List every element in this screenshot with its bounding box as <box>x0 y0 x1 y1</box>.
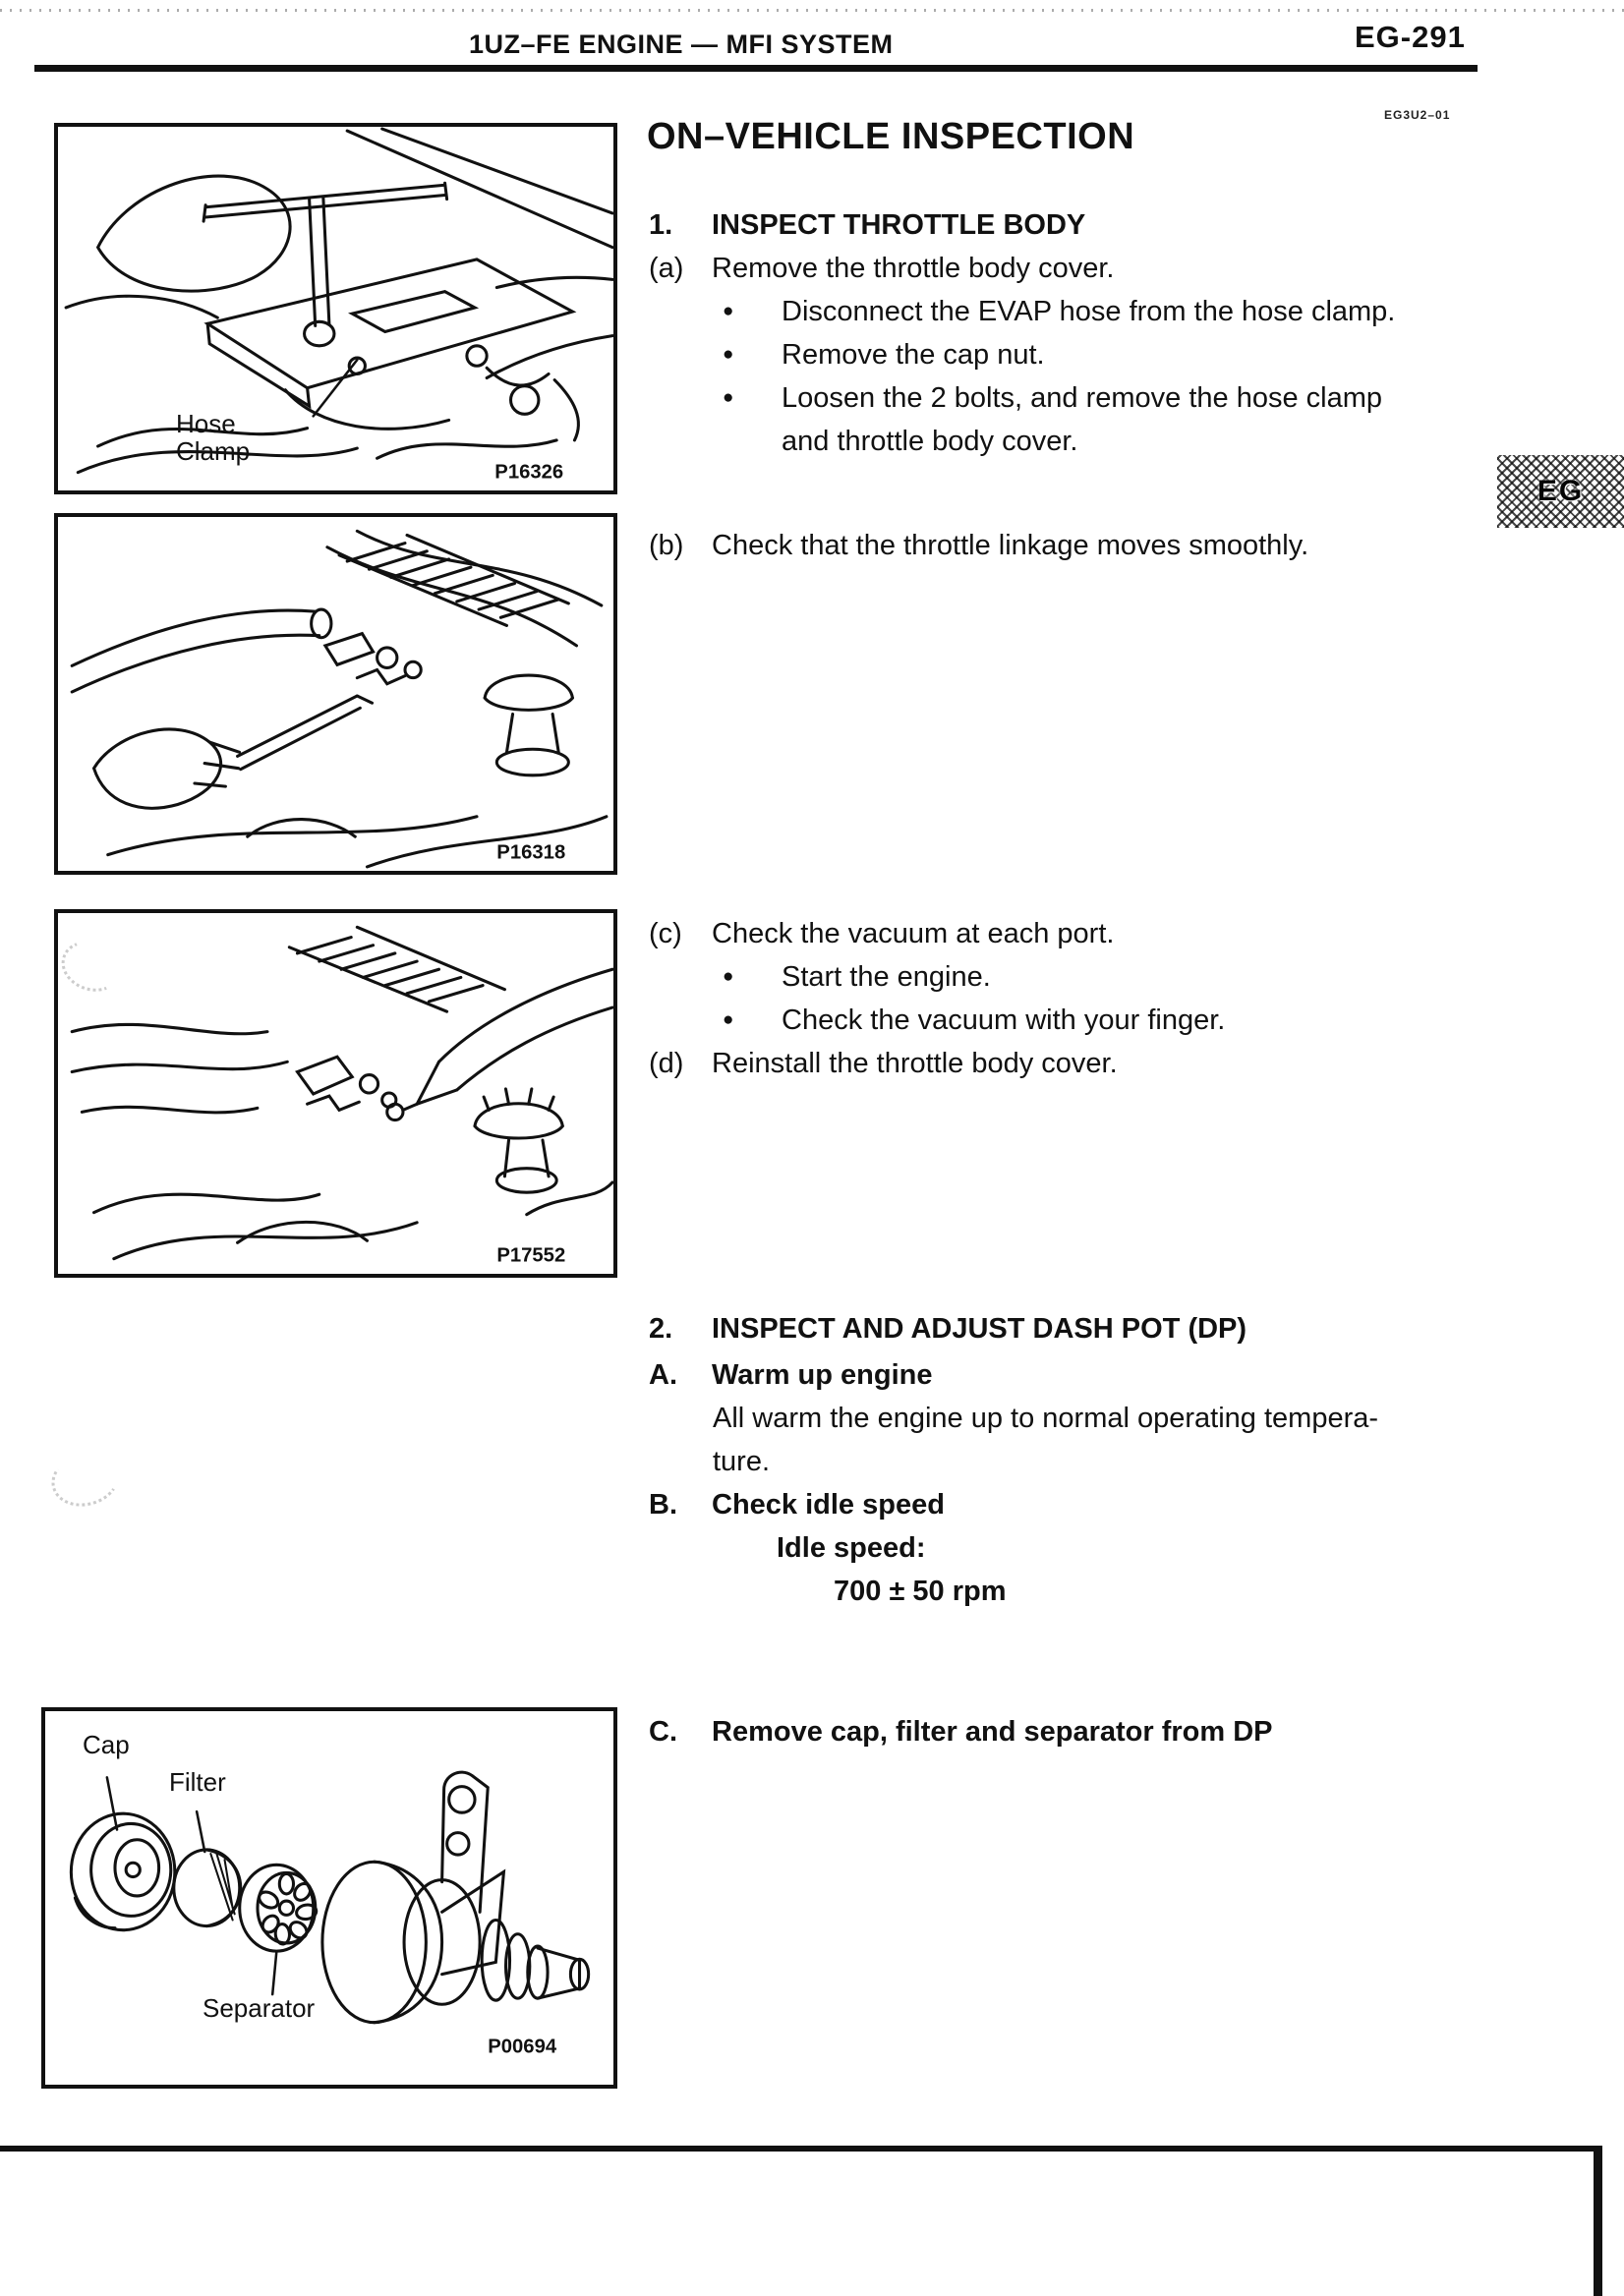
figure-dashpot-exploded <box>41 1707 617 2089</box>
section-title: ON–VEHICLE INSPECTION <box>647 116 1135 157</box>
step1d-row <box>649 1042 1118 1085</box>
bullet-row <box>723 290 1395 333</box>
figure-label-filter: Filter <box>169 1767 226 1797</box>
figure-label-cap: Cap <box>83 1730 130 1759</box>
step2b-row <box>649 1483 945 1526</box>
bullet-icon: ● <box>723 1009 734 1030</box>
step2c-label: C. <box>649 1716 677 1748</box>
scan-artifact <box>45 1445 126 1514</box>
figure-code-text: P17552 <box>496 1244 566 1267</box>
step2-heading: INSPECT AND ADJUST DASH POT (DP) <box>712 1313 1247 1345</box>
figure-label-separator: Separator <box>203 1993 316 2023</box>
step1d-text: Reinstall the throttle body cover. <box>712 1048 1118 1079</box>
bullet-icon: ● <box>723 344 734 365</box>
figure-code-text: P16318 <box>496 841 566 864</box>
engine-illustration-3 <box>58 913 613 1274</box>
bullet-text: Start the engine. <box>782 961 991 993</box>
idle-speed-spec-label: Idle speed: <box>777 1532 926 1564</box>
step1-heading-row <box>649 203 1085 247</box>
bullet-text-line1: Loosen the 2 bolts, and remove the hose clamp <box>782 382 1382 414</box>
step2a-label: A. <box>649 1359 677 1391</box>
idle-speed-spec-value: 700 ± 50 rpm <box>834 1576 1007 1607</box>
bottom-rule <box>0 2146 1602 2152</box>
step2c-heading: Remove cap, filter and separator from DP <box>712 1716 1273 1748</box>
step1a-label: (a) <box>649 253 684 284</box>
figure-throttle-body-cover <box>54 123 617 494</box>
scan-artifact-top <box>0 9 1624 12</box>
step1-number: 1. <box>649 209 673 241</box>
figure-code-text: P00694 <box>488 2036 557 2058</box>
bullet-row <box>723 376 1382 463</box>
figure-throttle-linkage <box>54 513 617 875</box>
figure-code-text: P16326 <box>494 461 564 484</box>
step1a-row <box>649 247 1114 290</box>
engine-illustration-2 <box>58 517 613 871</box>
step2a-heading: Warm up engine <box>712 1359 933 1391</box>
step2-heading-row <box>649 1307 1247 1350</box>
doc-code: EG3U2–01 <box>1384 108 1451 122</box>
bullet-text: Remove the cap nut. <box>782 339 1045 371</box>
bullet-text-line2: and throttle body cover. <box>782 426 1078 457</box>
step1d-label: (d) <box>649 1048 684 1079</box>
figure-label-hose-clamp: Hose Clamp <box>176 409 251 466</box>
bottom-right-vertical-rule <box>1594 2146 1602 2296</box>
step1a-text: Remove the throttle body cover. <box>712 253 1115 284</box>
engine-illustration-1 <box>58 127 613 490</box>
step2-number: 2. <box>649 1313 673 1345</box>
bullet-icon: ● <box>723 387 734 408</box>
step2a-body-line2: ture. <box>713 1446 771 1477</box>
step1c-text: Check the vacuum at each port. <box>712 918 1115 949</box>
page-number: EG-291 <box>1355 20 1466 54</box>
bullet-icon: ● <box>723 966 734 987</box>
bullet-row <box>723 999 1225 1042</box>
section-tab-label: EG <box>1537 475 1585 507</box>
step2b-label: B. <box>649 1489 677 1521</box>
bullet-text <box>782 376 1382 463</box>
step1c-row <box>649 912 1114 955</box>
step2b-heading: Check idle speed <box>712 1489 945 1521</box>
dashpot-illustration <box>45 1711 613 2085</box>
figure-vacuum-check <box>54 909 617 1278</box>
step2a-body-line1: All warm the engine up to normal operating tempera- <box>713 1403 1379 1434</box>
header-title: 1UZ–FE ENGINE — MFI SYSTEM <box>469 29 894 59</box>
bullet-row <box>723 333 1045 376</box>
step1c-label: (c) <box>649 918 682 949</box>
step1b-label: (b) <box>649 530 684 561</box>
bullet-icon: ● <box>723 301 734 321</box>
step1b-text: Check that the throttle linkage moves smoothly. <box>712 530 1309 561</box>
section-tab-eg <box>1497 455 1624 528</box>
bullet-text: Disconnect the EVAP hose from the hose clamp. <box>782 296 1396 327</box>
step2a-row <box>649 1353 933 1397</box>
step1-heading: INSPECT THROTTLE BODY <box>712 209 1086 241</box>
header-rule <box>34 65 1478 72</box>
bullet-text: Check the vacuum with your finger. <box>782 1004 1226 1036</box>
step1b-row <box>649 524 1308 567</box>
step2c-row <box>649 1710 1273 1753</box>
bullet-row <box>723 955 991 999</box>
